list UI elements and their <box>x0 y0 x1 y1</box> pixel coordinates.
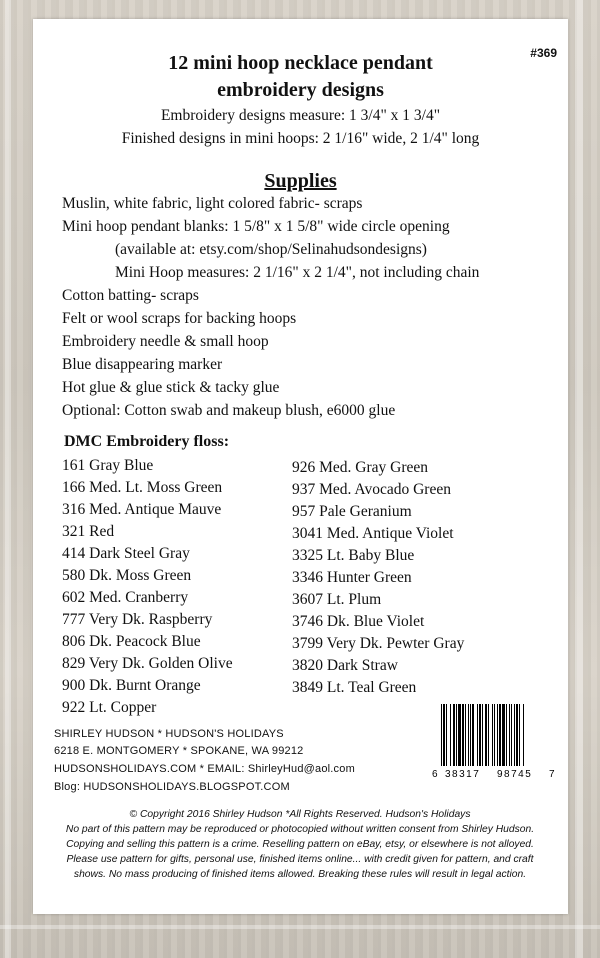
barcode-bar <box>470 704 471 766</box>
pattern-number: #369 <box>530 46 557 60</box>
barcode-bar <box>458 704 461 766</box>
floss-item: 414 Dark Steel Gray <box>62 545 190 562</box>
barcode-bar <box>468 704 469 766</box>
barcode-bar <box>443 704 445 766</box>
copyright-block <box>60 807 540 882</box>
floss-item: 3820 Dark Straw <box>292 657 398 674</box>
barcode <box>431 704 557 779</box>
barcode-bar <box>514 704 515 766</box>
barcode-bar <box>492 704 493 766</box>
wood-grain <box>0 925 600 929</box>
wood-grain <box>5 0 11 958</box>
barcode-bar <box>453 704 455 766</box>
floss-item: 3799 Very Dk. Pewter Gray <box>292 635 465 652</box>
supply-item: Mini Hoop measures: 2 1/16" x 2 1/4", not including chain <box>115 264 480 281</box>
barcode-digit: 38317 <box>445 769 481 779</box>
floss-item: 3849 Lt. Teal Green <box>292 679 417 696</box>
supplies-heading: Supplies <box>264 170 337 192</box>
barcode-bar <box>446 704 447 766</box>
floss-item: 806 Dk. Peacock Blue <box>62 633 201 650</box>
supply-item: Embroidery needle & small hoop <box>62 333 269 350</box>
barcode-bar <box>502 704 505 766</box>
contact-line: Blog: HUDSONSHOLIDAYS.BLOGSPOT.COM <box>54 781 290 793</box>
barcode-bar <box>479 704 481 766</box>
barcode-bar <box>456 704 457 766</box>
supply-item: (available at: etsy.com/shop/Selinahudsondesigns) <box>115 241 427 258</box>
contact-line: 6218 E. MONTGOMERY * SPOKANE, WA 99212 <box>54 745 304 757</box>
barcode-bar <box>465 704 466 766</box>
floss-item: 937 Med. Avocado Green <box>292 481 451 498</box>
pattern-card <box>33 19 568 914</box>
wood-grain <box>575 0 583 958</box>
floss-item: 3325 Lt. Baby Blue <box>292 547 415 564</box>
barcode-digit: 98745 <box>497 769 533 779</box>
floss-item: 3346 Hunter Green <box>292 569 412 586</box>
barcode-bar <box>441 704 442 766</box>
barcode-bar <box>477 704 478 766</box>
barcode-bars <box>441 704 524 766</box>
floss-item: 777 Very Dk. Raspberry <box>62 611 213 628</box>
supply-item: Blue disappearing marker <box>62 356 223 373</box>
barcode-bar <box>506 704 507 766</box>
barcode-bar <box>488 704 489 766</box>
floss-item: 316 Med. Antique Mauve <box>62 501 222 518</box>
barcode-bar <box>511 704 512 766</box>
floss-item: 926 Med. Gray Green <box>292 459 429 476</box>
barcode-bar <box>516 704 518 766</box>
floss-item: 161 Gray Blue <box>62 457 154 474</box>
supply-item: Optional: Cotton swab and makeup blush, e6000 glue <box>62 402 396 419</box>
copyright-line: © Copyright 2016 Shirley Hudson *All Rights Reserved. Hudson's Holidays <box>129 809 471 820</box>
barcode-bar <box>499 704 501 766</box>
barcode-bar <box>494 704 495 766</box>
floss-item: 321 Red <box>62 523 115 540</box>
barcode-bar <box>497 704 498 766</box>
contact-line: HUDSONSHOLIDAYS.COM * EMAIL: ShirleyHud@aol.com <box>54 763 355 775</box>
barcode-bar <box>472 704 474 766</box>
measure-line-1: Embroidery designs measure: 1 3/4" x 1 3/4" <box>160 107 441 124</box>
measure-line-2: Finished designs in mini hoops: 2 1/16" wide, 2 1/4" long <box>121 130 480 147</box>
barcode-bar <box>509 704 510 766</box>
barcode-bar <box>450 704 451 766</box>
floss-item: 829 Very Dk. Golden Olive <box>62 655 233 672</box>
supply-item: Cotton batting- scraps <box>62 287 199 304</box>
floss-heading: DMC Embroidery floss: <box>64 433 230 450</box>
supply-item: Muslin, white fabric, light colored fabric- scraps <box>62 195 363 212</box>
floss-item: 957 Pale Geranium <box>292 503 412 520</box>
barcode-bar <box>462 704 464 766</box>
barcode-bar <box>519 704 520 766</box>
floss-item: 580 Dk. Moss Green <box>62 567 192 584</box>
floss-item: 166 Med. Lt. Moss Green <box>62 479 223 496</box>
floss-item: 3041 Med. Antique Violet <box>292 525 454 542</box>
supply-item: Felt or wool scraps for backing hoops <box>62 310 297 327</box>
supply-item: Mini hoop pendant blanks: 1 5/8" x 1 5/8" wide circle opening <box>62 218 450 235</box>
barcode-bar <box>482 704 483 766</box>
supply-item: Hot glue & glue stick & tacky glue <box>62 379 280 396</box>
floss-item: 900 Dk. Burnt Orange <box>62 677 201 694</box>
floss-item: 922 Lt. Copper <box>62 699 157 716</box>
barcode-bar <box>485 704 487 766</box>
barcode-bar <box>523 704 524 766</box>
title-line-1: 12 mini hoop necklace pendant <box>168 52 433 74</box>
title-line-2: embroidery designs <box>217 79 384 101</box>
floss-item: 3746 Dk. Blue Violet <box>292 613 425 630</box>
barcode-digit: 7 <box>549 769 555 779</box>
floss-item: 3607 Lt. Plum <box>292 591 382 608</box>
contact-line: SHIRLEY HUDSON * HUDSON'S HOLIDAYS <box>54 728 284 740</box>
barcode-digit: 6 <box>432 769 438 779</box>
copyright-body: No part of this pattern may be reproduced or photocopied without written consent from Shirley Hudson. Copying and selling this pattern is a crime. Reselling pattern on eBay, etsy, or elsewhere is not alloyed. Please use pattern for gifts, personal use, finished items online... with credit given for pattern, and craft shows. No mass producing of finished items allowed. Breaking these rules will result in legal action. <box>65 824 535 880</box>
floss-item: 602 Med. Cranberry <box>62 589 189 606</box>
